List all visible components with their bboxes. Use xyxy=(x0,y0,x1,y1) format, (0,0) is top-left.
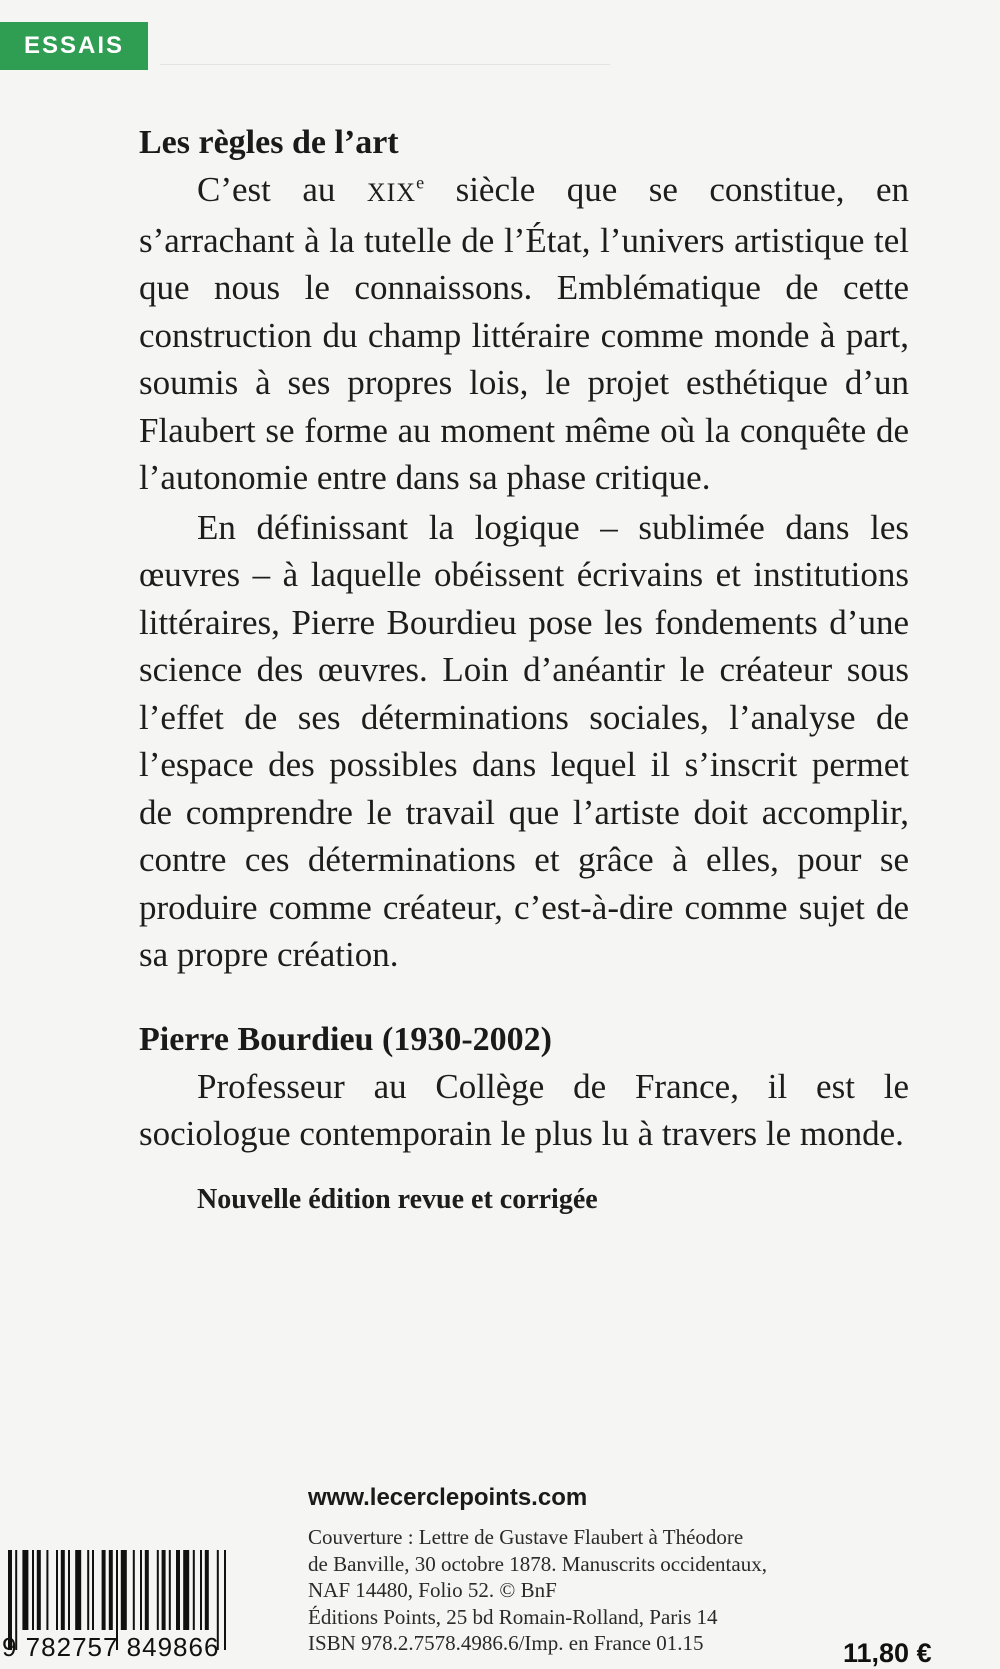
price: 11,80 € xyxy=(843,1638,932,1668)
credit-line: de Banville, 30 octobre 1878. Manuscrits occidentaux, xyxy=(308,1551,767,1576)
credit-line: NAF 14480, Folio 52. © BnF xyxy=(308,1578,557,1602)
summary-paragraph-2: En définissant la logique – sublimée dans les œuvres – à laquelle obéissent écrivains et institutions littéraires, Pierre Bourdieu pose les fondements d’une science des œuvres. Loin d’anéantir le créateur sous l’effet de ses déterminations sociales, l’analyse de l’espace des possibles dans lequel il s’inscrit permet de comprendre le travail que l’artiste doit accomplir, contre ces déterminations et grâce à elles, pour se produire comme créateur, c’est-à-dire comme sujet de sa propre création. xyxy=(139,507,909,974)
century-numeral: XIX xyxy=(366,178,417,207)
back-cover-text xyxy=(139,120,909,1218)
summary-p1-before: C’est au xyxy=(197,170,367,209)
summary-paragraph-1 xyxy=(139,166,909,502)
publisher-website: www.lecerclepoints.com xyxy=(308,1484,588,1511)
divider xyxy=(160,64,610,65)
summary-p1-after: siècle que se constitue, en s’arrachant à la tutelle de l’État, l’univers artistique tel que nous le connaissons. Emblématique de cette construction du champ littéraire comme monde à part, soumis à ses propres lois, le projet esthétique d’un Flaubert se forme au moment même où la conquête de l’autonomie entre dans sa phase critique. xyxy=(139,170,909,497)
credit-line: Couverture : Lettre de Gustave Flaubert à Théodore xyxy=(308,1525,744,1549)
credit-line: Éditions Points, 25 bd Romain-Rolland, Paris 14 xyxy=(308,1604,718,1629)
book-title: Les règles de l’art xyxy=(139,124,399,161)
credit-line: ISBN 978.2.7578.4986.6/Imp. en France 01.15 xyxy=(308,1631,704,1655)
century-superscript: e xyxy=(416,172,425,193)
author-heading: Pierre Bourdieu (1930-2002) xyxy=(139,1020,552,1058)
collection-badge xyxy=(0,22,148,70)
edition-note: Nouvelle édition revue et corrigée xyxy=(197,1183,598,1215)
barcode-number: 9 782757 849866 xyxy=(2,1632,220,1662)
publication-credits xyxy=(308,1524,828,1657)
author-bio: Professeur au Collège de France, il est le sociologue contemporain le plus lu à travers le monde. xyxy=(139,1066,909,1153)
collection-badge-label: ESSAIS xyxy=(23,32,125,59)
author-section xyxy=(139,1017,909,1158)
